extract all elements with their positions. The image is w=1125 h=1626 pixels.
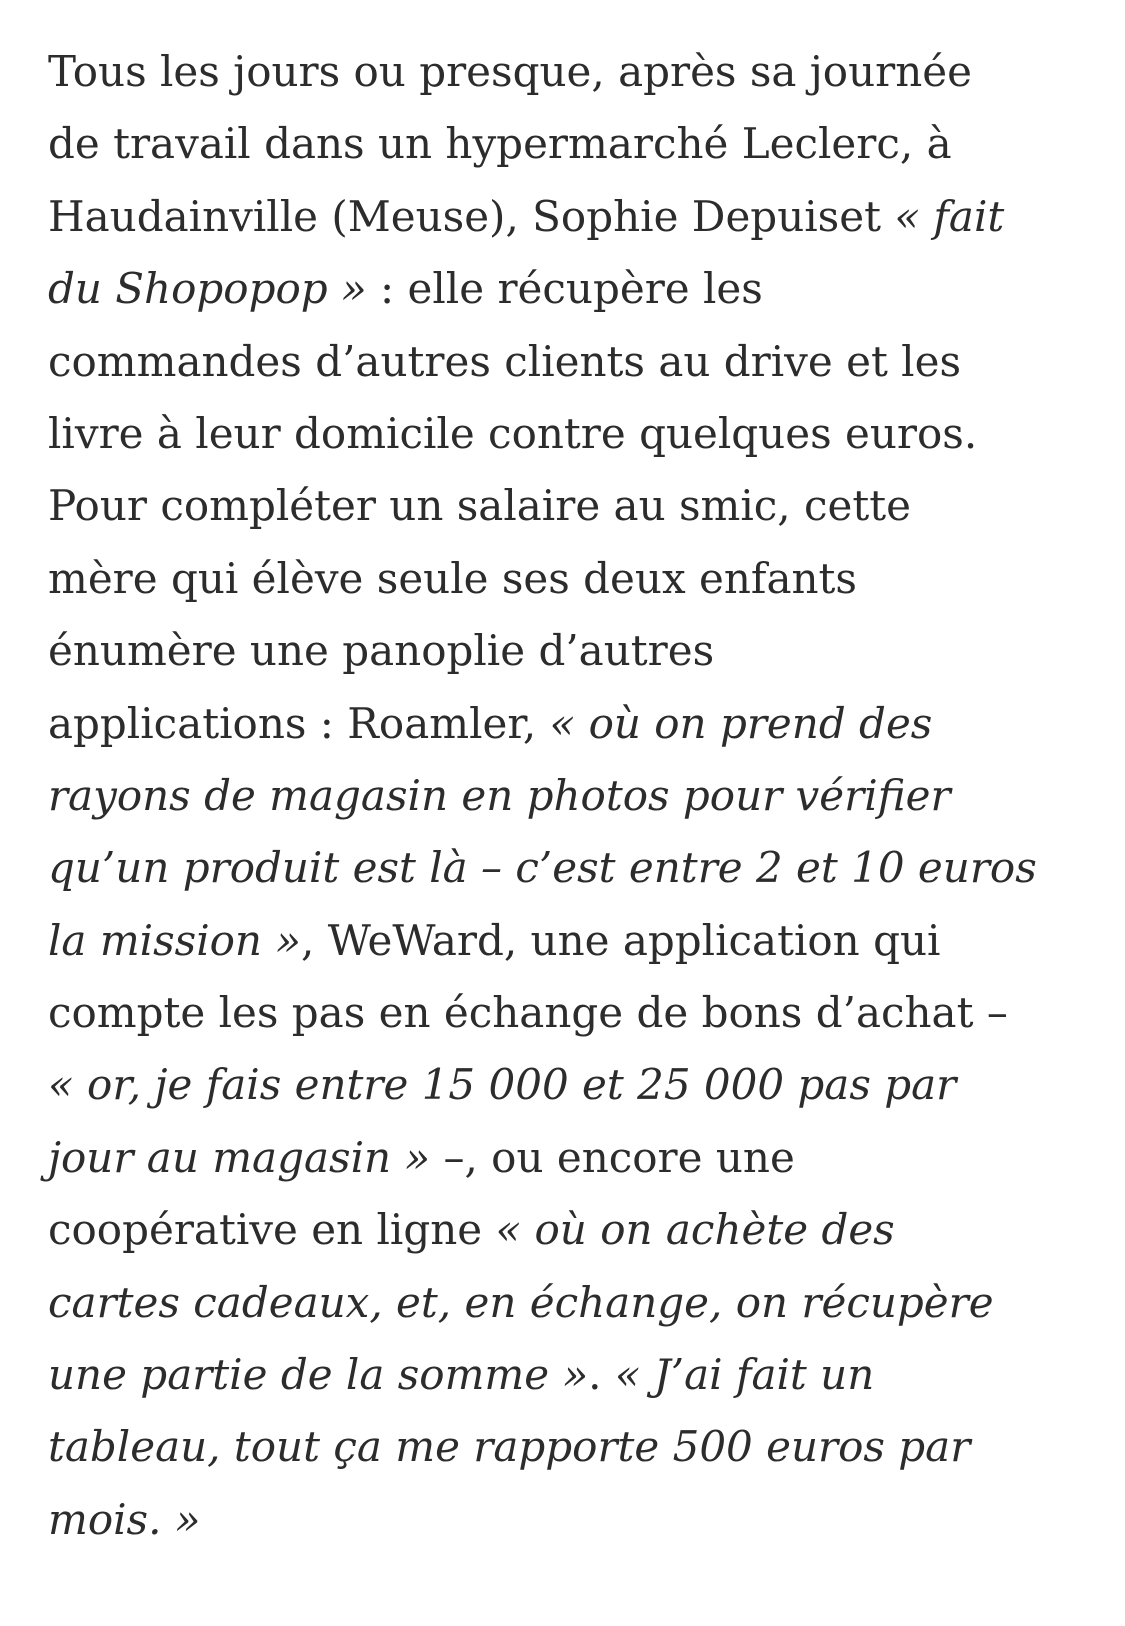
text-line (48, 543, 1098, 615)
quote-text: tableau, tout ça me rapporte 500 euros par (48, 1422, 971, 1472)
text-line (48, 688, 1098, 760)
body-text: Haudainville (Meuse), Sophie Depuiset (48, 191, 895, 241)
quote-text: jour au magasin » (48, 1132, 431, 1182)
text-line (48, 326, 1098, 398)
body-text: commandes d’autres clients au drive et les (48, 336, 962, 386)
body-text: de travail dans un hypermarché Leclerc, à (48, 119, 952, 169)
text-line (48, 253, 1098, 325)
text-line (48, 832, 1098, 904)
quote-text: « J’ai fait un (614, 1350, 875, 1400)
article-body (48, 36, 1098, 1556)
body-text: , WeWard, une application qui (301, 915, 941, 965)
text-line (48, 470, 1098, 542)
quote-text: rayons de magasin en photos pour vérifier (48, 770, 951, 820)
body-text: . (588, 1350, 615, 1400)
text-line (48, 398, 1098, 470)
text-line (48, 1339, 1098, 1411)
text-line (48, 1194, 1098, 1266)
quote-text: qu’un produit est là – c’est entre 2 et 10 euros (48, 843, 1037, 893)
quote-text: cartes cadeaux, et, en échange, on récupère (48, 1277, 994, 1327)
text-line (48, 760, 1098, 832)
body-text: Tous les jours ou presque, après sa journée (48, 47, 972, 96)
text-line (48, 36, 1098, 108)
body-text: Pour compléter un salaire au smic, cette (48, 481, 911, 531)
quote-text: « où on achète des (495, 1205, 895, 1255)
text-line (48, 615, 1098, 687)
text-line (48, 181, 1098, 253)
quote-text: la mission » (48, 915, 302, 965)
quote-text: du Shopopop » (48, 264, 367, 314)
quote-text: « où on prend des (549, 698, 933, 748)
quote-text: « or, je fais entre 15 000 et 25 000 pas par (48, 1060, 957, 1110)
text-line (48, 1122, 1098, 1194)
text-line (48, 1484, 1098, 1556)
body-text: applications : Roamler, (48, 698, 550, 748)
text-line (48, 977, 1098, 1049)
body-text: : elle récupère les (366, 264, 763, 314)
body-text: compte les pas en échange de bons d’achat – (48, 988, 1008, 1038)
text-line (48, 1049, 1098, 1121)
body-text: énumère une panoplie d’autres (48, 626, 715, 676)
body-text: livre à leur domicile contre quelques euros. (48, 408, 978, 458)
text-line (48, 1411, 1098, 1483)
body-text: coopérative en ligne (48, 1205, 496, 1255)
quote-text: « fait (894, 191, 1005, 241)
text-line (48, 1267, 1098, 1339)
body-text: –, ou encore une (430, 1132, 795, 1182)
quote-text: une partie de la somme » (48, 1350, 589, 1400)
article-paragraph (48, 36, 1098, 1556)
text-line (48, 905, 1098, 977)
body-text: mère qui élève seule ses deux enfants (48, 553, 857, 603)
quote-text: mois. » (48, 1494, 201, 1544)
text-line (48, 108, 1098, 180)
